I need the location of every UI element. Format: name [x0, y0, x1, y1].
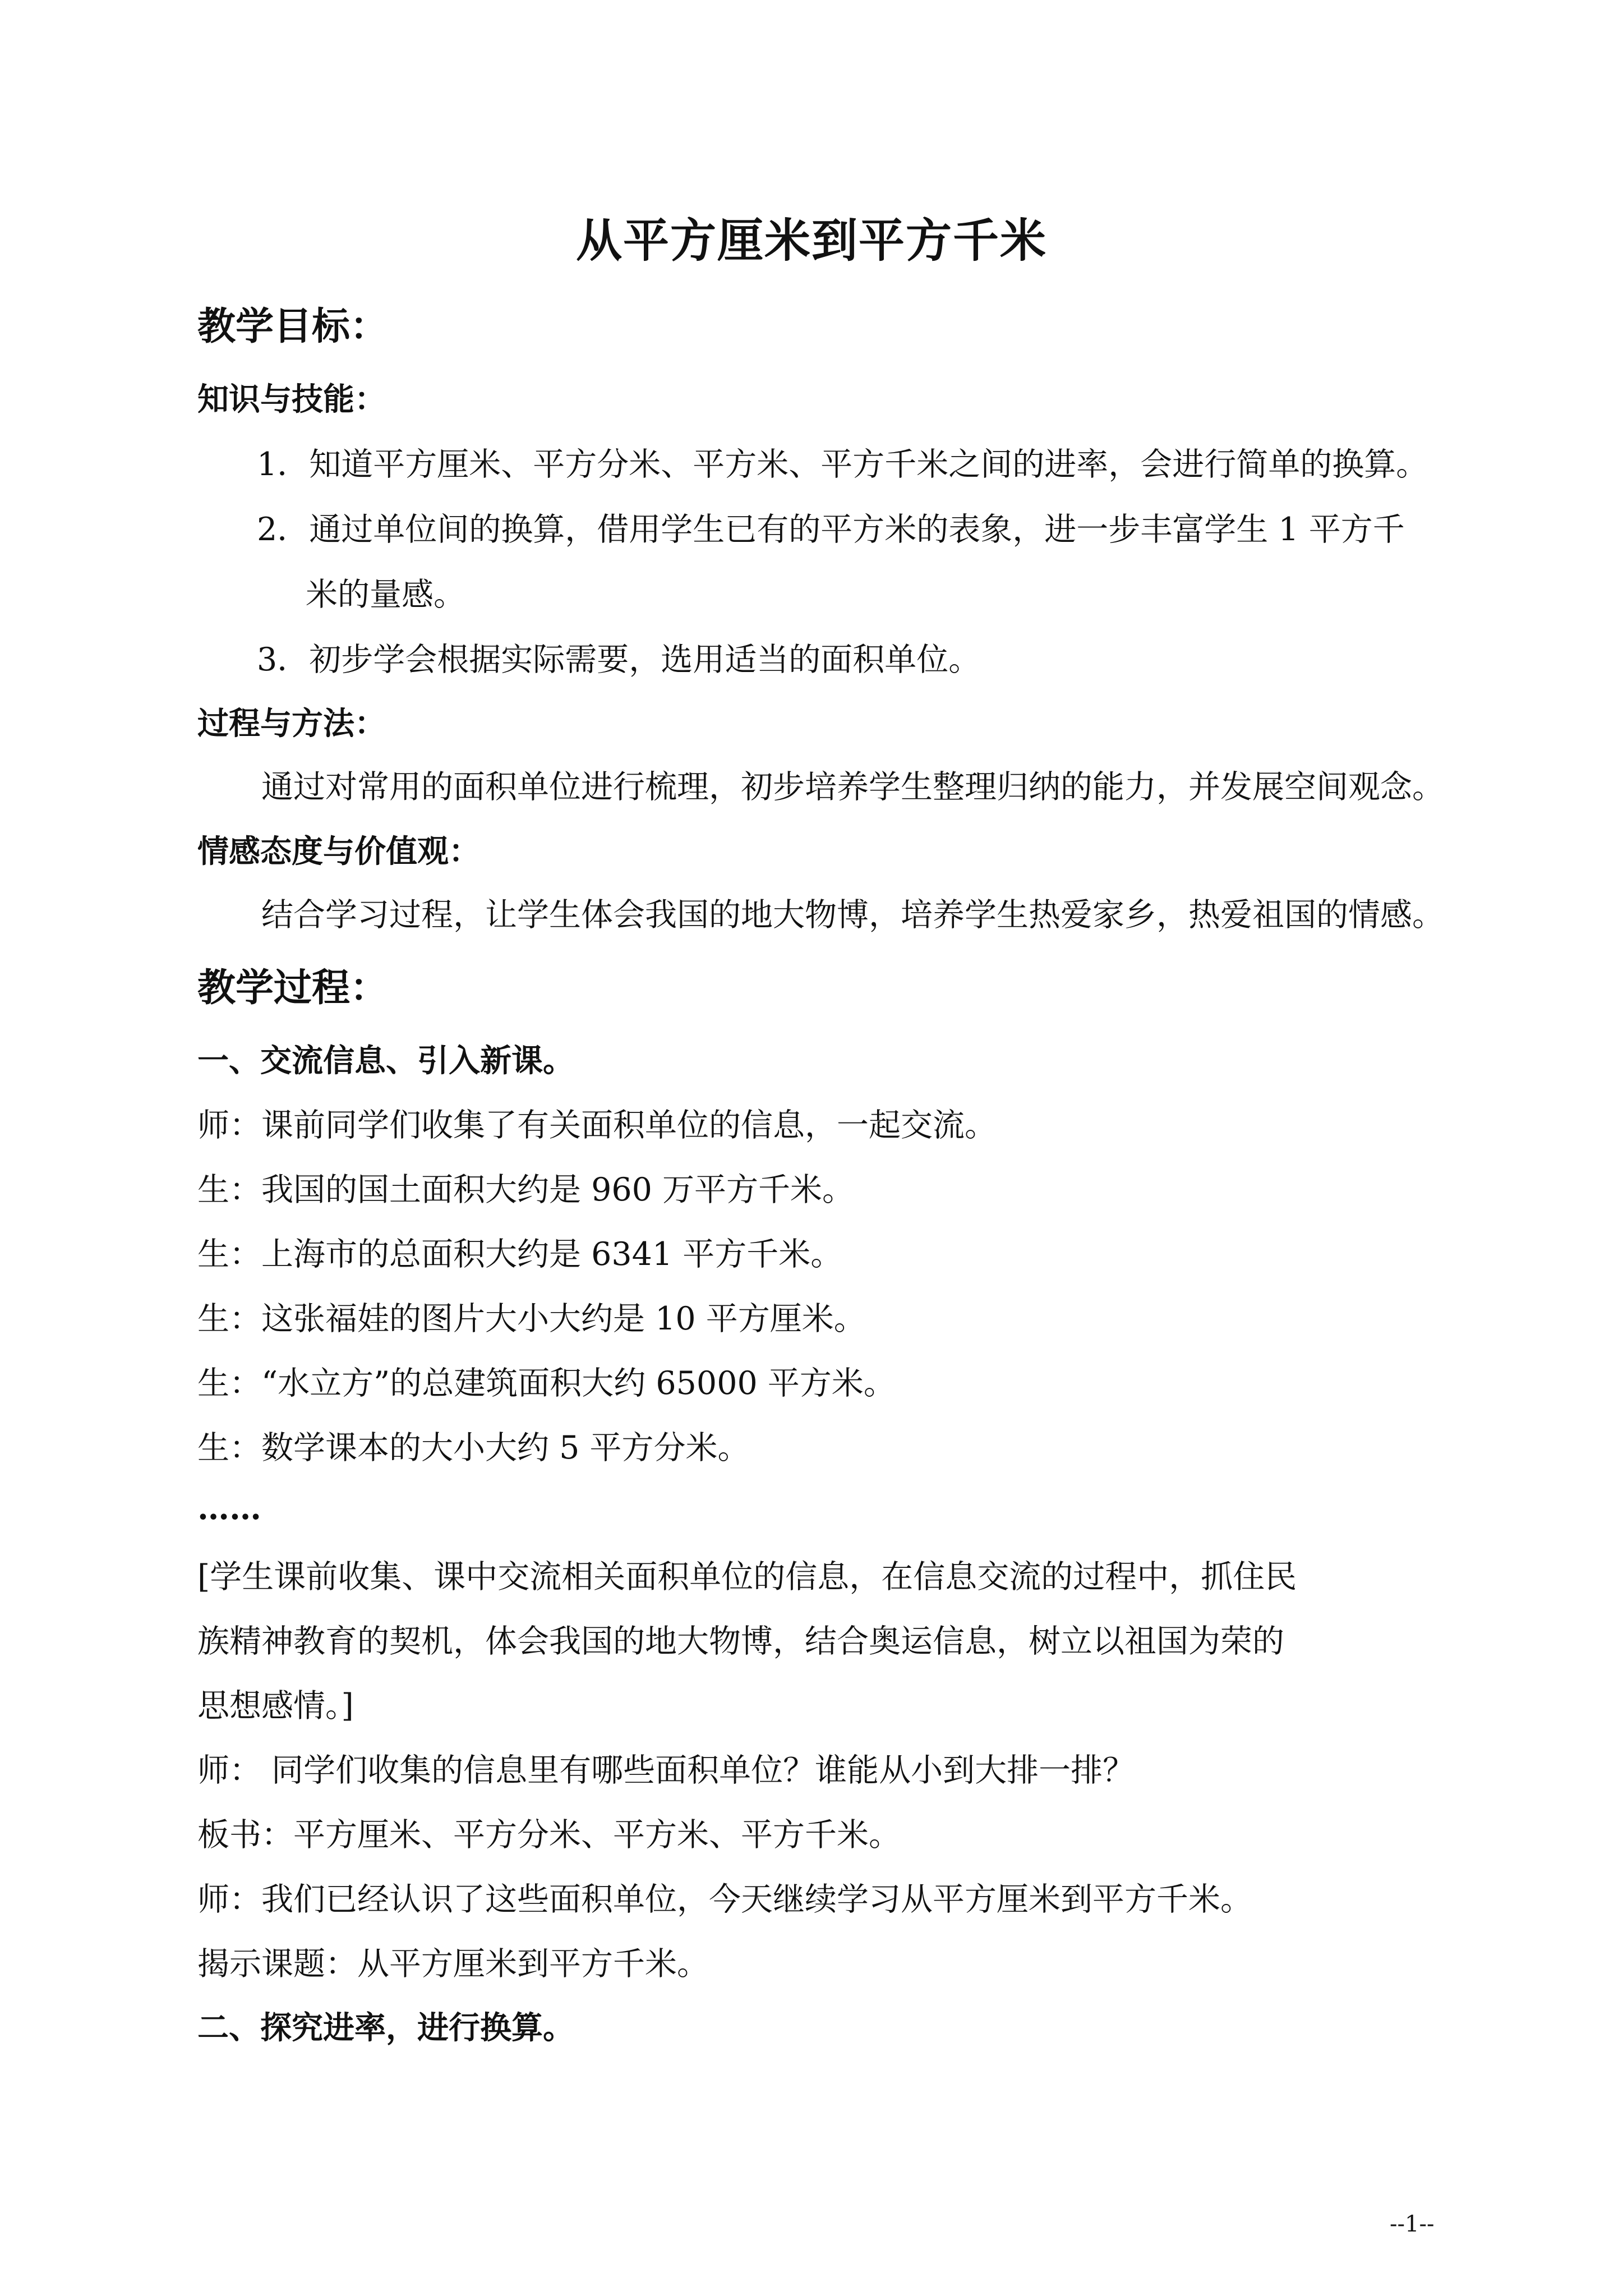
- section-2-heading: 二、探究进率，进行换算。: [197, 2009, 574, 2046]
- dialogue-line: 师： 同学们收集的信息里有哪些面积单位？谁能从小到大排一排？: [197, 1752, 1135, 1789]
- section-1-heading: 一、交流信息、引入新课。: [197, 1042, 574, 1079]
- knowledge-item-2-continued: 米的量感。: [306, 576, 465, 613]
- knowledge-item-1: 1．知道平方厘米、平方分米、平方米、平方千米之间的进率，会进行简单的换算。: [257, 446, 1428, 483]
- dialogue-line: 生：“水立方”的总建筑面积大约 65000 平方米。: [197, 1365, 896, 1402]
- dialogue-line: 师：我们已经认识了这些面积单位，今天继续学习从平方厘米到平方千米。: [197, 1881, 1252, 1918]
- topic-reveal-line: 揭示课题：从平方厘米到平方千米。: [197, 1945, 709, 1982]
- teaching-note-line: 思想感情。]: [197, 1687, 354, 1724]
- dialogue-line: 生：上海市的总面积大约是 6341 平方千米。: [197, 1236, 843, 1273]
- knowledge-item-3: 3．初步学会根据实际需要，选用适当的面积单位。: [257, 641, 981, 678]
- ellipsis: ……: [197, 1489, 261, 1527]
- knowledge-skills-heading: 知识与技能：: [197, 381, 386, 418]
- dialogue-line: 生：这张福娃的图片大小大约是 10 平方厘米。: [197, 1300, 866, 1337]
- process-method-text: 通过对常用的面积单位进行梳理，初步培养学生整理归纳的能力，并发展空间观念。: [261, 769, 1444, 806]
- teaching-process-heading: 教学过程：: [197, 965, 389, 1010]
- teaching-goals-heading: 教学目标：: [197, 304, 389, 349]
- teaching-note-line: [学生课前收集、课中交流相关面积单位的信息，在信息交流的过程中，抓住民: [197, 1558, 1297, 1595]
- dialogue-line: 生：我国的国土面积大约是 960 万平方千米。: [197, 1171, 855, 1208]
- blackboard-line: 板书：平方厘米、平方分米、平方米、平方千米。: [197, 1816, 901, 1853]
- attitude-values-heading: 情感态度与价值观：: [197, 833, 480, 870]
- process-method-heading: 过程与方法：: [197, 705, 386, 742]
- dialogue-line: 师：课前同学们收集了有关面积单位的信息，一起交流。: [197, 1107, 997, 1144]
- page-number: --1--: [1390, 2211, 1435, 2237]
- teaching-note-line: 族精神教育的契机，体会我国的地大物博，结合奥运信息，树立以祖国为荣的: [197, 1623, 1284, 1660]
- attitude-values-text: 结合学习过程，让学生体会我国的地大物博，培养学生热爱家乡，热爱祖国的情感。: [261, 896, 1444, 933]
- dialogue-line: 生：数学课本的大小大约 5 平方分米。: [197, 1429, 750, 1466]
- knowledge-item-2: 2．通过单位间的换算，借用学生已有的平方米的表象，进一步丰富学生 1 平方千: [257, 511, 1405, 548]
- document-title: 从平方厘米到平方千米: [575, 214, 1047, 268]
